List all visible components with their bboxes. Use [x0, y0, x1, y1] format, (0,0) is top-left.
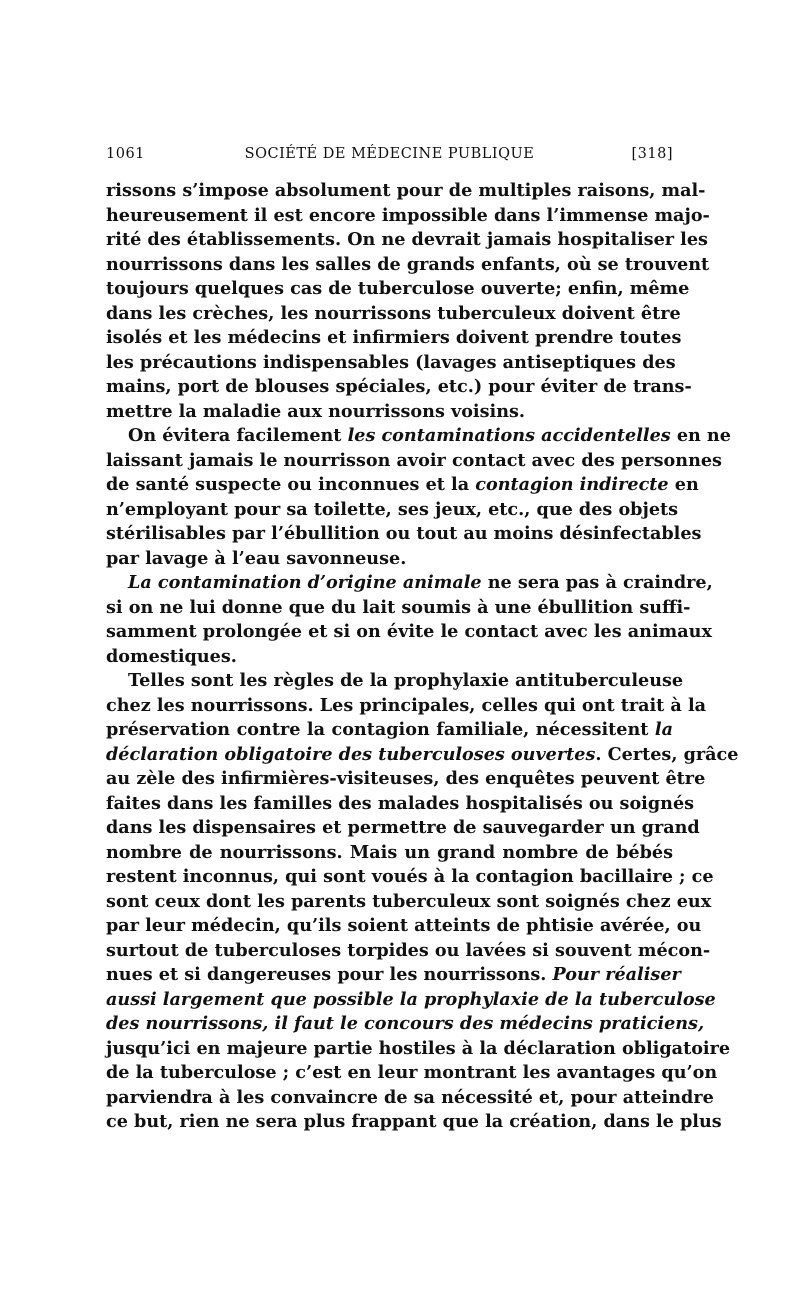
- text-line: [106, 253, 710, 278]
- text-run: nombre de nourrissons. Mais un grand nombre de bébés: [106, 841, 673, 863]
- running-header: [106, 146, 673, 168]
- text-line: [106, 1012, 705, 1037]
- paragraph: [106, 669, 739, 1135]
- text-line: [106, 914, 702, 939]
- text-run: surtout de tuberculoses torpides ou lavées si souvent mécon-: [106, 939, 711, 961]
- text-line: [106, 424, 731, 449]
- text-run: restent inconnus, qui sont voués à la contagion bacillaire ; ce: [106, 866, 714, 887]
- text-line: [106, 375, 692, 400]
- text-line: [106, 596, 691, 621]
- text-run: mains, port de blouses spéciales, etc.) pour éviter de trans-: [106, 376, 692, 397]
- text-line: [106, 645, 673, 670]
- text-line: [106, 498, 679, 523]
- text-line: [106, 547, 673, 572]
- text-run: en ne: [670, 425, 731, 446]
- italic-phrase: déclaration obligatoire des tuberculoses ouvertes: [106, 743, 596, 765]
- text-run: laissant jamais le nourrisson avoir contact avec des personnes: [106, 449, 722, 471]
- italic-phrase: Pour réaliser: [552, 964, 681, 985]
- text-run: heureusement il est encore impossible dans l’immense majo-: [106, 204, 710, 226]
- text-run: stérilisables par l’ébullition ou tout au moins désinfectables: [106, 523, 702, 544]
- text-run: domestiques.: [106, 645, 237, 667]
- text-line: [106, 767, 706, 792]
- text-line: [106, 204, 710, 229]
- text-line: [106, 179, 706, 204]
- text-run: samment prolongée et si on évite le contact avec les animaux: [106, 621, 712, 642]
- text-run: au zèle des infirmières-visiteuses, des enquêtes peuvent être: [106, 768, 706, 789]
- text-line: [106, 816, 700, 841]
- text-line: [106, 1110, 722, 1135]
- text-run: n’employant pour sa toilette, ses jeux, etc., que des objets: [106, 498, 679, 520]
- text-line: [106, 277, 690, 302]
- text-line: [106, 988, 716, 1013]
- text-line: [106, 571, 713, 596]
- text-line: [106, 1037, 731, 1062]
- text-line: [106, 1061, 718, 1086]
- text-run: par leur médecin, qu’ils soient atteints de phtisie avérée, ou: [106, 915, 702, 936]
- text-run: rité des établissements. On ne devrait jamais hospitaliser les: [106, 229, 708, 250]
- text-line: [106, 718, 673, 743]
- text-run: de la tuberculose ; c’est en leur montrant les avantages qu’on: [106, 1062, 718, 1083]
- italic-phrase: contagion indirecte: [475, 474, 669, 495]
- text-line: [106, 326, 682, 351]
- text-line: [106, 620, 712, 645]
- text-line: [106, 473, 699, 498]
- italic-phrase: La contamination d’origine animale: [128, 572, 482, 593]
- text-run: On évitera facilement: [128, 425, 348, 446]
- text-line: [106, 302, 681, 327]
- italic-phrase: les contaminations accidentelles: [347, 425, 671, 446]
- text-run: en: [668, 474, 699, 495]
- page-number: 1061: [106, 146, 145, 162]
- text-line: [106, 228, 708, 253]
- text-run: jusqu’ici en majeure partie hostiles à la déclaration obligatoire: [106, 1037, 731, 1059]
- text-run: mettre la maladie aux nourrissons voisins.: [106, 400, 526, 422]
- text-run: ce but, rien ne sera plus frappant que la création, dans le plus: [106, 1111, 722, 1132]
- text-line: [106, 963, 681, 988]
- text-line: [106, 522, 702, 547]
- text-run: isolés et les médecins et infirmiers doivent prendre toutes: [106, 327, 682, 348]
- body-text: [106, 179, 739, 1135]
- text-run: Telles sont les règles de la prophylaxie antituberculeuse: [128, 670, 684, 691]
- text-line: [106, 939, 711, 964]
- paragraph: [106, 424, 731, 571]
- section-mark: [318]: [631, 146, 673, 162]
- text-line: [106, 694, 707, 719]
- text-line: [106, 669, 684, 694]
- text-run: rissons s’impose absolument pour de multiples raisons, mal-: [106, 180, 706, 201]
- text-run: faites dans les familles des malades hospitalisés ou soignés: [106, 792, 695, 814]
- text-line: [106, 449, 722, 474]
- text-run: si on ne lui donne que du lait soumis à une ébullition suffi-: [106, 596, 691, 618]
- text-run: de santé suspecte ou inconnues et la: [106, 474, 476, 495]
- italic-phrase: des nourrissons, il faut le concours des médecins praticiens,: [106, 1013, 705, 1034]
- text-line: [106, 865, 714, 890]
- text-run: les précautions indispensables (lavages antiseptiques des: [106, 351, 676, 373]
- paragraph: [106, 179, 710, 424]
- document-page: [106, 146, 739, 1135]
- text-line: [106, 351, 676, 376]
- text-run: dans les crèches, les nourrissons tuberculeux doivent être: [106, 302, 681, 324]
- text-line: [106, 841, 673, 866]
- text-run: nues et si dangereuses pour les nourrissons.: [106, 964, 553, 985]
- text-run: chez les nourrissons. Les principales, celles qui ont trait à la: [106, 694, 707, 716]
- text-run: sont ceux dont les parents tuberculeux sont soignés chez eux: [106, 890, 712, 912]
- text-line: [106, 792, 695, 817]
- text-run: parviendra à les convaincre de sa nécessité et, pour atteindre: [106, 1086, 714, 1108]
- text-run: . Certes, grâce: [595, 743, 739, 765]
- text-run: préservation contre la contagion familiale, nécessitent: [106, 719, 655, 740]
- text-line: [106, 1086, 714, 1111]
- text-run: par lavage à l’eau savonneuse.: [106, 547, 407, 569]
- text-run: dans les dispensaires et permettre de sauvegarder un grand: [106, 817, 700, 838]
- text-line: [106, 890, 712, 915]
- header-title: SOCIÉTÉ DE MÉDECINE PUBLIQUE: [244, 146, 535, 162]
- italic-phrase: la: [654, 719, 673, 740]
- text-line: [106, 400, 673, 425]
- text-run: ne sera pas à craindre,: [481, 572, 713, 593]
- paragraph: [106, 571, 713, 669]
- text-line: [106, 743, 739, 768]
- text-run: toujours quelques cas de tuberculose ouverte; enfin, même: [106, 278, 690, 299]
- text-run: nourrissons dans les salles de grands enfants, où se trouvent: [106, 253, 710, 275]
- italic-phrase: aussi largement que possible la prophylaxie de la tuberculose: [106, 988, 716, 1010]
